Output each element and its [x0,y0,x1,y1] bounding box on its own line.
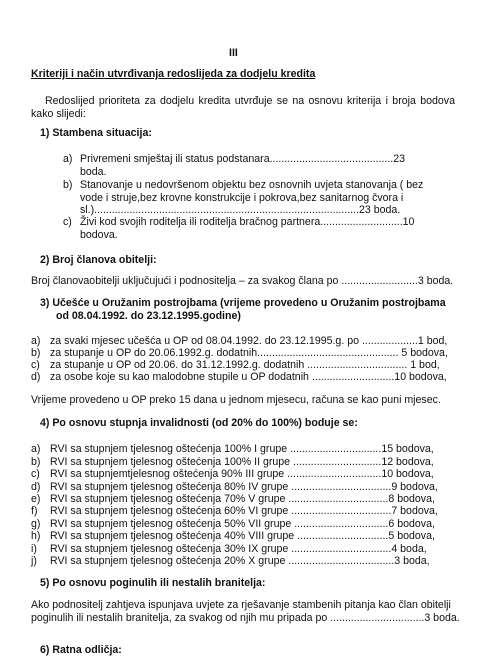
section-5-line-1: Ako podnositelj zahtjeva ispunjava uvjete za rješavanje stambenih pitanja kao član obitelji [31,599,451,611]
section-4-item-h-marker: h) [31,530,41,542]
section-1-item-b-line-1: Stanovanje u nedovršenom objektu bez osnovnih uvjeta stanovanja ( bez [80,179,424,191]
section-3-heading-line-2: od 08.04.1992. do 23.12.1995.godine) [56,310,241,322]
section-4-item-e-text: RVI sa stupnjem tjelesnog oštećenja 70% V grupe ..................................8 bodova, [50,493,435,505]
section-4-item-e-marker: e) [31,493,41,505]
section-1-item-a-line-2: boda. [80,166,107,178]
section-3-item-d-marker: d) [31,371,41,383]
section-1-item-b-marker: b) [63,179,73,191]
section-4-item-d-marker: d) [31,481,41,493]
intro-text: Redoslijed prioriteta za dodjelu kredita utvrđuje se na osnovu kriterija i broja bodova kako slijedi: [31,95,455,120]
section-2-heading: 2) Broj članova obitelji: [40,254,157,266]
section-4-item-c-marker: c) [31,468,40,480]
section-4-item-h-text: RVI sa stupnjem tjelesnog oštećenja 40% VIII grupe ...............................5 bodova, [50,530,435,542]
section-4-item-f-text: RVI sa stupnjem tjelesnog oštećenja 60% VI grupe ..................................7 bodova, [50,505,438,517]
section-1-item-b-line-3: sl.)..........................................................................................23 boda. [80,204,401,216]
section-1-item-c-line-1: Živi kod svojih roditelja ili roditelja bračnog partnera............................10 [80,216,415,228]
section-2-text: Broj članovaobitelji uključujući i podnositelja – za svakog člana po ..........................3 boda. [31,275,454,287]
section-4-item-c-text: RVI sa stupnjemtjelesnog oštećenja 90% III grupe ................................10 bodova, [50,468,434,480]
section-4-item-j-text: RVI sa stupnjem tjelesnog oštećenja 20% X grupe ....................................3 boda, [50,555,430,567]
section-4-item-b-marker: b) [31,456,41,468]
section-4-item-j-marker: j) [31,555,37,567]
section-1-item-c-line-2: bodova. [80,229,118,241]
section-3-item-b-text: za stupanje u OP do 20.06.1992.g. dodatnih................................................ 5 bodova, [50,347,448,359]
section-4-item-g-marker: g) [31,518,41,530]
section-3-note: Vrijeme provedeno u OP preko 15 dana u jednom mjesecu, računa se kao puni mjesec. [31,394,441,406]
section-1-item-c-marker: c) [63,216,72,228]
section-3-item-a-text: za svaki mjesec učešća u OP od 08.04.1992. do 23.12.1995.g. po ...................1 bod, [50,335,448,347]
section-heading-roman: III [229,47,238,59]
section-5-heading: 5) Po osnovu poginulih ili nestalih branitelja: [40,577,266,589]
section-3-item-b-marker: b) [31,347,41,359]
section-3-item-c-text: za stupanje u OP od 20.06. do 31.12.1992.g. dodatnih .................................. 1 bod, [50,359,440,371]
section-3-item-d-text: za osobe koje su kao malodobne stupile u OP dodatnih ............................10 bodova, [50,371,447,383]
section-4-item-g-text: RVI sa stupnjem tjelesnog oštećenja 50% VII grupe ................................6 bodova, [50,518,435,530]
section-4-item-i-marker: i) [31,543,37,555]
section-5-line-2: poginulih ili nestalih branitelja, za svakog od njih mu pripada po ................................3 boda. [31,612,460,624]
intro-paragraph [31,95,455,121]
section-4-item-a-text: RVI sa stupnjem tjelesnog oštećenja 100% I grupe ...............................15 bodova, [50,443,434,455]
section-4-heading: 4) Po osnovu stupnja invalidnosti (od 20% do 100%) boduje se: [40,417,358,429]
section-4-item-b-text: RVI sa stupnjem tjelesnog oštećenja 100% II grupe ..............................12 bodova, [50,456,434,468]
section-1-heading: 1) Stambena situacija: [40,127,152,139]
section-4-item-f-marker: f) [31,505,38,517]
section-4-item-a-marker: a) [31,443,41,455]
document-title: Kriteriji i način utvrđivanja redoslijeda za dodjelu kredita [31,68,316,80]
section-4-item-d-text: RVI sa stupnjem tjelesnog oštećenja 80% IV grupe ..................................9 bodova, [50,481,438,493]
section-3-item-a-marker: a) [31,335,41,347]
section-4-item-i-text: RVI sa stupnjem tjelesnog oštećenja 30% IX grupe ..................................4 boda, [50,543,427,555]
section-1-item-a-line-1: Privremeni smještaj ili status podstanara..........................................23 [80,153,405,165]
section-3-heading-line-1: 3) Učešće u Oružanim postrojbama (vrijeme provedeno u Oružanim postrojbama [40,297,446,309]
section-1-item-b-line-2: vode i struje,bez krovne konstrukcije i pokrova,bez sanitarnog čvora i [80,192,404,204]
section-6-heading: 6) Ratna odličja: [40,644,122,656]
section-3-item-c-marker: c) [31,359,40,371]
section-1-item-a-marker: a) [63,153,73,165]
